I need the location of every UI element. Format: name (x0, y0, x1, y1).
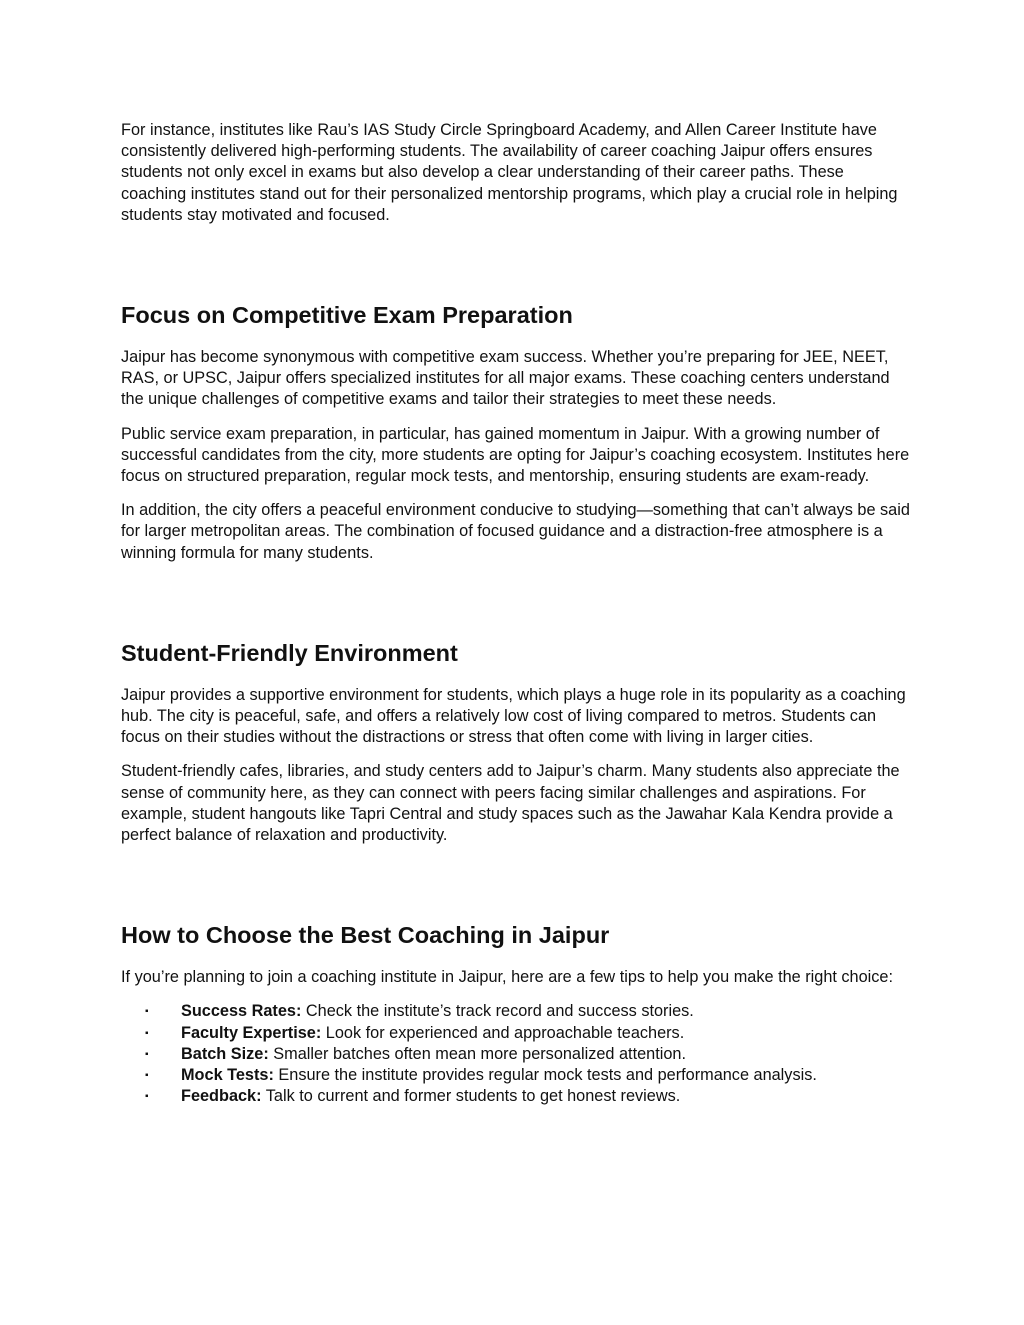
list-item (121, 1023, 911, 1044)
tips-list (121, 1001, 911, 1107)
section-paragraph: Student-friendly cafes, libraries, and study centers add to Jaipur’s charm. Many students also appreciate the sense of community here, as they can connect with peers facing similar challenges and aspirations. For example, student hangouts like Tapri Central and study spaces such as the Jawahar Kala Kendra provide a perfect balance of relaxation and productivity. (121, 762, 900, 845)
square-bullet-icon: ▪ (145, 1048, 149, 1060)
list-item (121, 1044, 911, 1065)
tip-text: Check the institute’s track record and success stories. (301, 1002, 694, 1021)
list-item (121, 1065, 911, 1086)
square-bullet-icon: ▪ (145, 1091, 149, 1103)
section-heading-student-friendly: Student-Friendly Environment (121, 639, 458, 666)
tip-text: Ensure the institute provides regular mock tests and performance analysis. (273, 1066, 817, 1085)
intro-paragraph: For instance, institutes like Rau’s IAS Study Circle Springboard Academy, and Allen Career Institute have consistently delivered high-performing students. The availability of career coaching Jaipur offers ensures students not only excel in exams but also develop a clear understanding of their career paths. These coaching institutes stand out for their personalized mentorship programs, which play a crucial role in helping students stay motivated and focused. (121, 121, 898, 224)
section-paragraph: Public service exam preparation, in particular, has gained momentum in Jaipur. With a growing number of successful candidates from the city, more students are opting for Jaipur’s coaching ecosystem. Institutes here focus on structured preparation, regular mock tests, and mentorship, ensuring students are exam-ready. (121, 424, 910, 486)
section-paragraph: Jaipur has become synonymous with competitive exam success. Whether you’re preparing for JEE, NEET, RAS, or UPSC, Jaipur offers specialized institutes for all major exams. These coaching centers understand the unique challenges of competitive exams and tailor their strategies to meet these needs. (121, 348, 890, 409)
square-bullet-icon: ▪ (145, 1070, 149, 1082)
tip-text: Smaller batches often mean more personalized attention. (268, 1044, 686, 1063)
document-body (121, 120, 911, 1107)
tip-term: Feedback: (181, 1087, 262, 1106)
section-paragraph: If you’re planning to join a coaching institute in Jaipur, here are a few tips to help you make the right choice: (121, 968, 894, 987)
tip-term: Faculty Expertise: (181, 1023, 322, 1042)
list-item (121, 1086, 911, 1107)
section-paragraph: In addition, the city offers a peaceful environment conducive to studying—something that can’t always be said for larger metropolitan areas. The combination of focused guidance and a distraction-free atmosphere is a winning formula for many students. (121, 501, 910, 562)
tip-text: Look for experienced and approachable teachers. (321, 1023, 685, 1042)
tip-term: Batch Size: (181, 1044, 269, 1063)
tip-text: Talk to current and former students to get honest reviews. (261, 1087, 681, 1106)
section-heading-choose-coaching: How to Choose the Best Coaching in Jaipur (121, 922, 610, 949)
section-heading-competitive-exam: Focus on Competitive Exam Preparation (121, 302, 573, 329)
square-bullet-icon: ▪ (145, 1027, 149, 1039)
tip-term: Mock Tests: (181, 1066, 274, 1085)
section-paragraph: Jaipur provides a supportive environment for students, which plays a huge role in its popularity as a coaching hub. The city is peaceful, safe, and offers a relatively low cost of living compared to metros. Students can focus on their studies without the distractions or stress that often come with living in larger cities. (121, 685, 906, 747)
list-item (121, 1001, 911, 1022)
tip-term: Success Rates: (181, 1002, 302, 1021)
square-bullet-icon: ▪ (145, 1006, 149, 1018)
